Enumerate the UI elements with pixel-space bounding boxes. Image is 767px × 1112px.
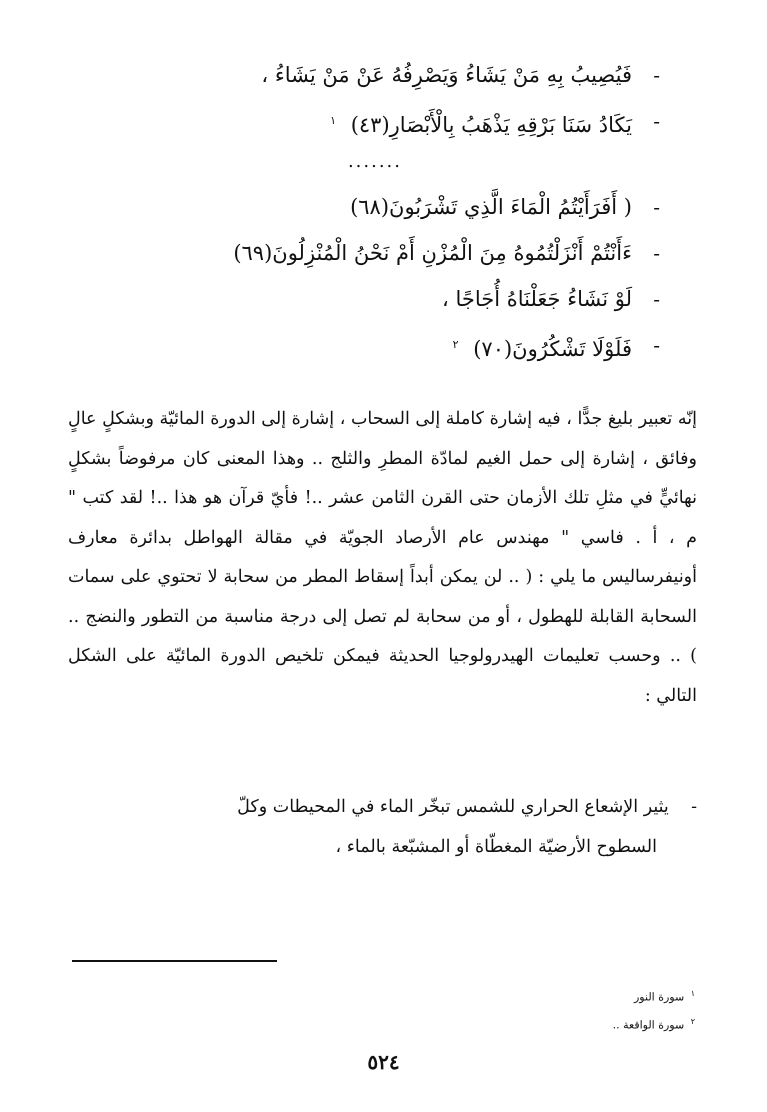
list-dash: - [691,797,697,817]
body-paragraph: إنّه تعبير بليغ جدًّا ، فيه إشارة كاملة إلى السحاب ، إشارة إلى الدورة المائيّة وبشكلٍ عالٍ وفائق ، إشارة إلى حمل الغيم لمادّة المطرِ والثلج .. وهذا المعنى كان مرفوضاً بشكلٍ نهائيٍّ في مثلِ تلك الأزمان حتى القرن الثامن عشر ..! فأيّ قرآن هو هذا ..! لقد كتب " م ، أ . فاسي " مهندس عام الأرصاد الجويّة في مقالة الهواطل بدائرة معارف أونيفرساليس ما يلي : ( .. لن يمكن أبداً إسقاط المطر من سحابة لا تحتوي على سمات السحابة القابلة للهطول ، أو من سحابة لم تصل إلى درجة مناسبة من التطور والنضج .. ) .. وحسب تعليمات الهيدرولوجيا الحديثة فيمكن تلخيص الدورة المائيّة على الشكل التالي : [68,409,697,706]
list-dash: - [653,333,660,357]
list-dash: - [653,195,660,219]
footnote [613,982,695,1010]
verse-line [72,187,660,233]
verse-line [72,325,660,371]
verse-list [72,55,660,371]
verse-line [72,233,660,279]
footnote-ref: ١ [330,114,337,127]
verse-line [72,279,660,325]
footnote [613,1010,695,1038]
bullet-line [70,787,697,827]
list-dash: - [653,109,660,133]
verse-text: ( أَفَرَأَيْتُمُ الْمَاءَ الَّذِي تَشْرَبُونَ(٦٨) [350,195,632,219]
list-dash: - [653,287,660,311]
footnote-divider [72,960,277,962]
ellipsis-separator: ....... [347,151,402,172]
bullet-item [70,787,697,867]
bullet-line-continuation: السطوح الأرضيّة المغطّاة أو المشبّعة بالماء ، [335,837,657,857]
footnote-ref: ٢ [452,338,459,351]
verse-text: يَكَادُ سَنَا بَرْقِهِ يَذْهَبُ بِالْأَبْصَارِ(٤٣) [350,113,632,137]
footnote-text: سورة النور [634,990,685,1004]
footnote-number: ١ [690,989,695,998]
footnote-number: ٢ [690,1016,695,1026]
verse-text: لَوْ نَشَاءُ جَعَلْنَاهُ أُجَاجًا ، [442,287,632,311]
verse-line [72,55,660,101]
footnote-text: سورة الواقعة .. [612,1018,685,1032]
bullet-text: يثير الإشعاع الحراري للشمس تبخّر الماء في المحيطات وكلّ [237,797,669,817]
list-dash: - [653,63,660,87]
page-number: ٥٢٤ [367,1050,400,1074]
verse-text: فَيُصِيبُ بِهِ مَنْ يَشَاءُ وَيَصْرِفُهُ عَنْ مَنْ يَشَاءُ ، [261,63,632,87]
list-dash: - [653,241,660,265]
verse-line [72,101,660,147]
footnotes [613,982,695,1037]
verse-text: ءَأَنْتُمْ أَنْزَلْتُمُوهُ مِنَ الْمُزْنِ أَمْ نَحْنُ الْمُنْزِلُونَ(٦٩) [233,241,632,265]
verse-text: فَلَوْلَا تَشْكُرُونَ(٧٠) [473,337,632,361]
